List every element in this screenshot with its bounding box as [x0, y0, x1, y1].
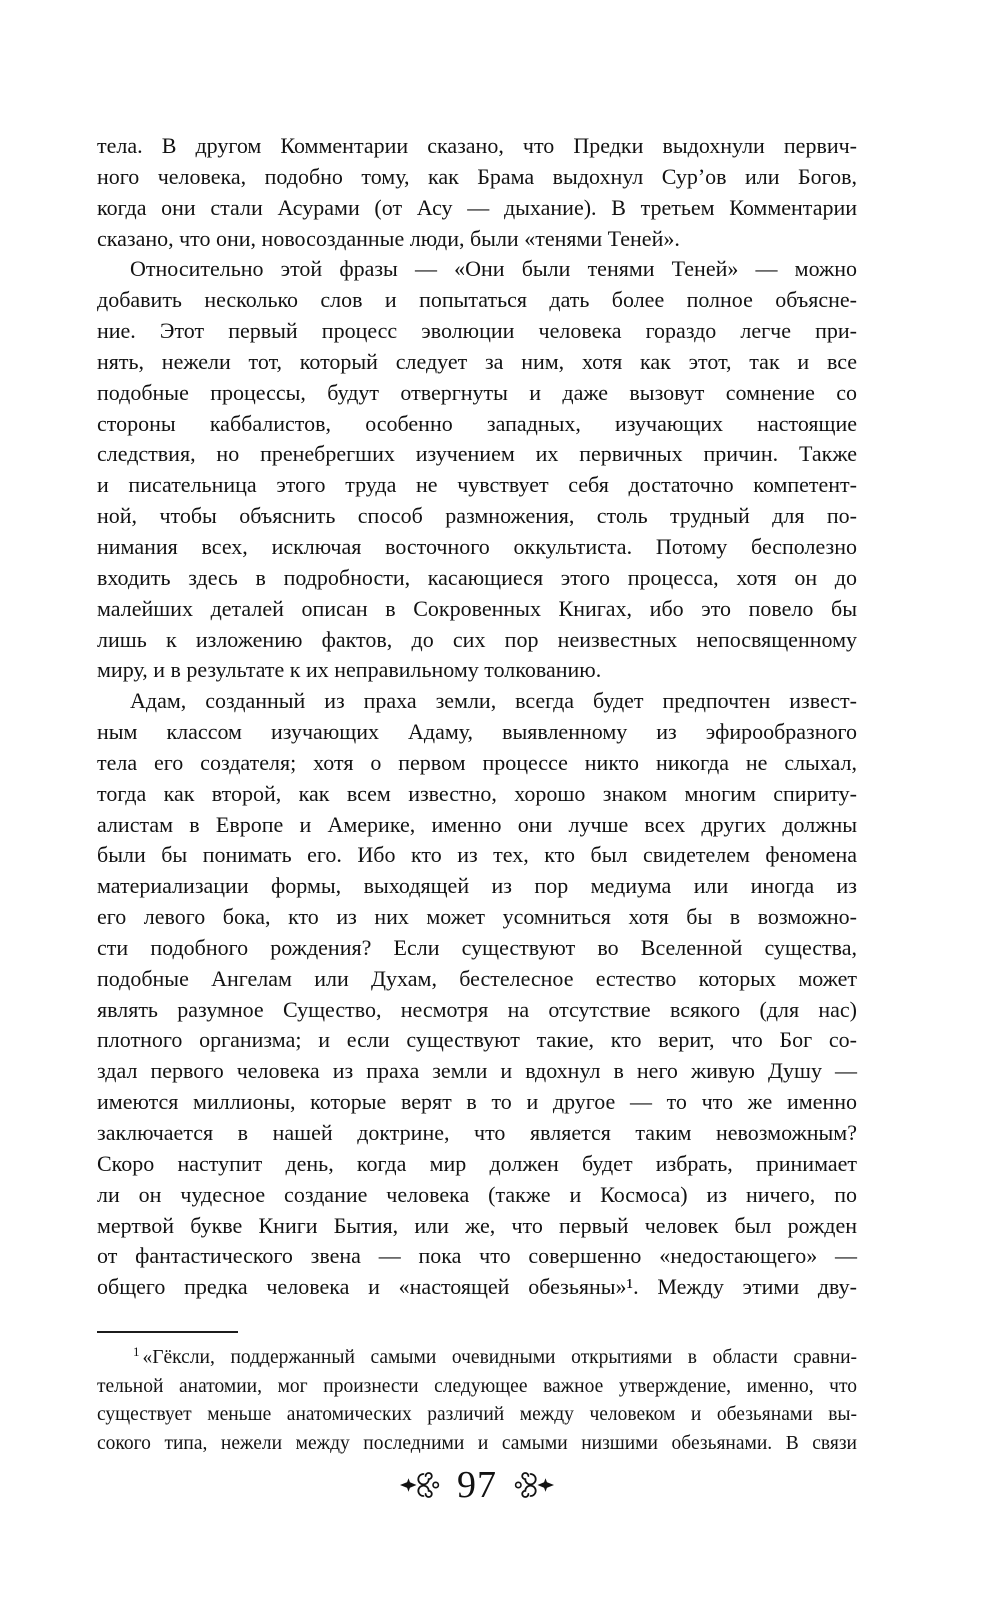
- text-line: заключается в нашей доктрине, что является таким невозможным?: [97, 1120, 857, 1145]
- text-line: стороны каббалистов, особенно западных, изучающих настоящие: [97, 410, 857, 436]
- text-line: его левого бока, кто из них может усомниться хотя бы в возможно-: [97, 904, 857, 930]
- text-line: сказано, что они, новосозданные люди, были «тенями Теней».: [97, 225, 680, 251]
- footnote-line: существует меньше анатомических различий между человеком и обезьянами вы-: [97, 1404, 857, 1426]
- text-line: плотного организма; и если существуют такие, кто верит, что Бог со-: [97, 1027, 857, 1053]
- text-line: ние. Этот первый процесс эволюции человека гораздо легче при-: [97, 318, 857, 344]
- footnote-text: «Гёксли, поддержанный самыми очевидными открытиями в области сравни-: [142, 1347, 857, 1368]
- text-line: материализации формы, выходящей из пор медиума или иногда из: [97, 873, 857, 899]
- text-line: ного человека, подобно тому, как Брама выдохнул Сур’ов или Богов,: [97, 163, 857, 189]
- text-line: сти подобного рождения? Если существуют во Вселенной существа,: [97, 934, 857, 960]
- text-line: малейших деталей описан в Сокровенных Книгах, ибо это повело бы: [97, 595, 857, 621]
- text-line: общего предка человека и «настоящей обезьяны»¹. Между этими дву-: [97, 1274, 857, 1300]
- footnote-line: сокого типа, нежели между последними и самыми низшими обезьянами. В связи: [97, 1432, 857, 1454]
- text-line: Скоро наступит день, когда мир должен будет избрать, принимает: [97, 1150, 857, 1176]
- text-line: от фантастического звена — пока что совершенно «недостающего» —: [97, 1243, 857, 1269]
- text-line: Адам, созданный из праха земли, всегда будет предпочтен извест-: [130, 688, 857, 714]
- text-line: были бы понимать его. Ибо кто из тех, кто был свидетелем феномена: [97, 842, 857, 868]
- text-line: нимания всех, исключая восточного оккультиста. Потому бесполезно: [97, 533, 857, 559]
- paragraph-2: [97, 254, 857, 686]
- text-line: тела. В другом Комментарии сказано, что Предки выдохнули первич-: [97, 133, 857, 158]
- footnote-marker: 1: [133, 1343, 140, 1359]
- text-line: тела его создателя; хотя о первом процессе никто никогда не слыхал,: [97, 749, 857, 775]
- fleuron-ornament-left-icon: [400, 1470, 440, 1500]
- text-line: добавить несколько слов и попытаться дать более полное объясне-: [97, 287, 857, 313]
- paragraph-3: [97, 686, 857, 1303]
- footnote: [97, 1344, 857, 1458]
- page-number: 97: [457, 1464, 497, 1506]
- paragraph-1: [97, 131, 857, 254]
- text-line: здал первого человека из праха земли и вдохнул в него живую Душу —: [97, 1058, 857, 1084]
- text-line: имеются миллионы, которые верят в то и другое — то что же именно: [97, 1089, 857, 1115]
- footnote-line: [97, 1344, 857, 1373]
- text-line: ли он чудесное создание человека (также и Космоса) из ничего, по: [97, 1181, 857, 1207]
- text-line: алистам в Европе и Америке, именно они лучше всех других должны: [97, 811, 857, 837]
- text-line: и писательница этого труда не чувствует себя достаточно компетент-: [97, 472, 857, 498]
- text-line: Относительно этой фразы — «Они были тенями Теней» — можно: [130, 256, 857, 282]
- main-text: [97, 131, 857, 1303]
- text-line: миру, и в результате к их неправильному толкованию.: [97, 657, 602, 683]
- text-line: тогда как второй, как всем известно, хорошо знаком многим спириту-: [97, 780, 857, 806]
- text-line: ной, чтобы объяснить способ размножения, столь трудный для по-: [97, 503, 857, 529]
- text-line: лишь к изложению фактов, до сих пор неизвестных непосвященному: [97, 626, 857, 652]
- text-line: подобные Ангелам или Духам, бестелесное естество которых может: [97, 965, 857, 991]
- fleuron-ornament-right-icon: [514, 1470, 554, 1500]
- text-line: ным классом изучающих Адаму, выявленному из эфирообразного: [97, 719, 857, 745]
- page-footer: [97, 1466, 857, 1504]
- text-line: являть разумное Существо, несмотря на отсутствие всякого (для нас): [97, 996, 857, 1022]
- text-line: следствия, но пренебрегших изучением их первичных причин. Также: [97, 441, 857, 467]
- text-line: мертвой букве Книги Бытия, или же, что первый человек был рожден: [97, 1212, 857, 1238]
- text-line: нять, нежели тот, который следует за ним, хотя как этот, так и все: [97, 348, 857, 374]
- text-line: подобные процессы, будут отвергнуты и даже вызовут сомнение со: [97, 379, 857, 405]
- text-line: когда они стали Асурами (от Асу — дыхание). В третьем Комментарии: [97, 194, 857, 220]
- footnote-line: тельной анатомии, мог произнести следующее важное утверждение, именно, что: [97, 1375, 857, 1397]
- text-line: входить здесь в подробности, касающиеся этого процесса, хотя он до: [97, 564, 857, 590]
- footnote-separator: [97, 1331, 238, 1333]
